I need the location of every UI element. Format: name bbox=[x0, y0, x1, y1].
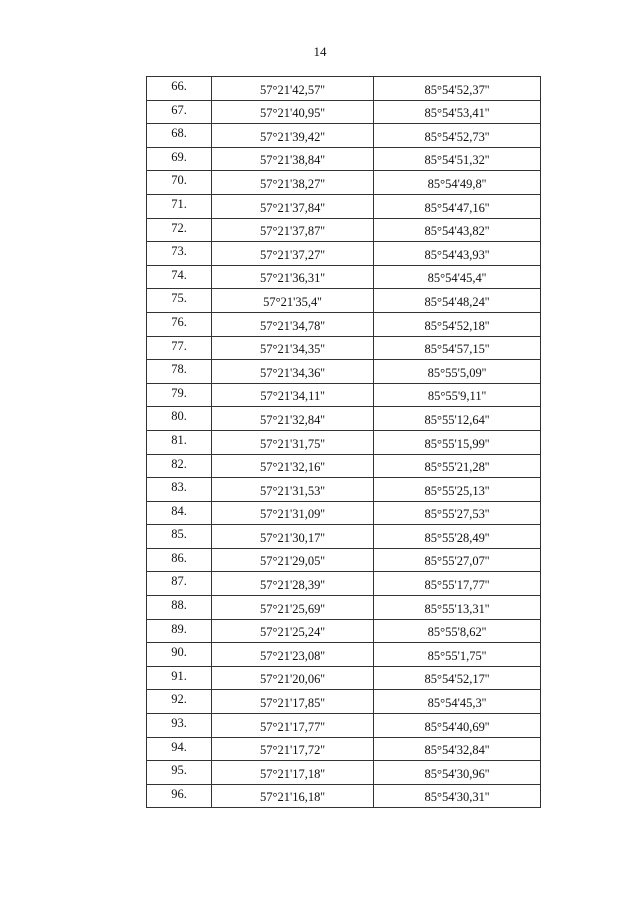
latitude-cell: 57°21'23,08'' bbox=[212, 643, 374, 667]
table-row bbox=[147, 454, 541, 478]
page-number: 14 bbox=[313, 44, 327, 59]
longitude-cell: 85°55'12,64'' bbox=[374, 407, 541, 431]
latitude-cell: 57°21'30,17'' bbox=[212, 525, 374, 549]
table-row bbox=[147, 548, 541, 572]
longitude-cell: 85°54'30,31'' bbox=[374, 784, 541, 808]
longitude-cell: 85°54'57,15'' bbox=[374, 336, 541, 360]
point-number-cell: 76. bbox=[147, 312, 212, 336]
point-number-cell: 68. bbox=[147, 124, 212, 148]
table-row bbox=[147, 336, 541, 360]
table-row bbox=[147, 714, 541, 738]
latitude-cell: 57°21'17,72'' bbox=[212, 737, 374, 761]
table-row bbox=[147, 761, 541, 785]
point-number-cell: 70. bbox=[147, 171, 212, 195]
latitude-cell: 57°21'39,42'' bbox=[212, 124, 374, 148]
latitude-cell: 57°21'31,75'' bbox=[212, 430, 374, 454]
point-number-cell: 72. bbox=[147, 218, 212, 242]
latitude-cell: 57°21'37,84'' bbox=[212, 194, 374, 218]
coordinates-table-body bbox=[147, 77, 541, 808]
point-number-cell: 69. bbox=[147, 147, 212, 171]
latitude-cell: 57°21'32,16'' bbox=[212, 454, 374, 478]
longitude-cell: 85°55'9,11'' bbox=[374, 383, 541, 407]
longitude-cell: 85°54'40,69'' bbox=[374, 714, 541, 738]
point-number-cell: 82. bbox=[147, 454, 212, 478]
longitude-cell: 85°54'30,96'' bbox=[374, 761, 541, 785]
longitude-cell: 85°54'47,16'' bbox=[374, 194, 541, 218]
point-number-cell: 95. bbox=[147, 761, 212, 785]
latitude-cell: 57°21'38,27'' bbox=[212, 171, 374, 195]
point-number-cell: 93. bbox=[147, 714, 212, 738]
point-number-cell: 85. bbox=[147, 525, 212, 549]
longitude-cell: 85°55'15,99'' bbox=[374, 430, 541, 454]
latitude-cell: 57°21'28,39'' bbox=[212, 572, 374, 596]
longitude-cell: 85°54'43,93'' bbox=[374, 242, 541, 266]
table-row bbox=[147, 312, 541, 336]
longitude-cell: 85°54'32,84'' bbox=[374, 737, 541, 761]
latitude-cell: 57°21'42,57'' bbox=[212, 77, 374, 101]
point-number-cell: 74. bbox=[147, 265, 212, 289]
latitude-cell: 57°21'29,05'' bbox=[212, 548, 374, 572]
table-row bbox=[147, 218, 541, 242]
longitude-cell: 85°55'1,75'' bbox=[374, 643, 541, 667]
point-number-cell: 88. bbox=[147, 596, 212, 620]
table-row bbox=[147, 289, 541, 313]
latitude-cell: 57°21'31,09'' bbox=[212, 501, 374, 525]
point-number-cell: 87. bbox=[147, 572, 212, 596]
longitude-cell: 85°54'49,8'' bbox=[374, 171, 541, 195]
longitude-cell: 85°54'52,73'' bbox=[374, 124, 541, 148]
point-number-cell: 80. bbox=[147, 407, 212, 431]
point-number-cell: 78. bbox=[147, 360, 212, 384]
table-row bbox=[147, 147, 541, 171]
latitude-cell: 57°21'16,18'' bbox=[212, 784, 374, 808]
table-row bbox=[147, 194, 541, 218]
point-number-cell: 73. bbox=[147, 242, 212, 266]
table-row bbox=[147, 407, 541, 431]
table-row bbox=[147, 784, 541, 808]
table-row bbox=[147, 525, 541, 549]
latitude-cell: 57°21'17,85'' bbox=[212, 690, 374, 714]
longitude-cell: 85°54'51,32'' bbox=[374, 147, 541, 171]
longitude-cell: 85°54'48,24'' bbox=[374, 289, 541, 313]
table-row bbox=[147, 478, 541, 502]
latitude-cell: 57°21'25,69'' bbox=[212, 596, 374, 620]
point-number-cell: 86. bbox=[147, 548, 212, 572]
point-number-cell: 71. bbox=[147, 194, 212, 218]
latitude-cell: 57°21'25,24'' bbox=[212, 619, 374, 643]
latitude-cell: 57°21'32,84'' bbox=[212, 407, 374, 431]
point-number-cell: 90. bbox=[147, 643, 212, 667]
latitude-cell: 57°21'37,27'' bbox=[212, 242, 374, 266]
table-row bbox=[147, 171, 541, 195]
table-row bbox=[147, 242, 541, 266]
point-number-cell: 67. bbox=[147, 100, 212, 124]
latitude-cell: 57°21'35,4'' bbox=[212, 289, 374, 313]
point-number-cell: 79. bbox=[147, 383, 212, 407]
table-row bbox=[147, 360, 541, 384]
point-number-cell: 66. bbox=[147, 77, 212, 101]
longitude-cell: 85°55'21,28'' bbox=[374, 454, 541, 478]
point-number-cell: 96. bbox=[147, 784, 212, 808]
latitude-cell: 57°21'34,78'' bbox=[212, 312, 374, 336]
longitude-cell: 85°55'5,09'' bbox=[374, 360, 541, 384]
table-row bbox=[147, 737, 541, 761]
point-number-cell: 83. bbox=[147, 478, 212, 502]
longitude-cell: 85°55'27,07'' bbox=[374, 548, 541, 572]
point-number-cell: 75. bbox=[147, 289, 212, 313]
longitude-cell: 85°54'52,18'' bbox=[374, 312, 541, 336]
longitude-cell: 85°55'25,13'' bbox=[374, 478, 541, 502]
latitude-cell: 57°21'34,36'' bbox=[212, 360, 374, 384]
longitude-cell: 85°54'53,41'' bbox=[374, 100, 541, 124]
point-number-cell: 91. bbox=[147, 666, 212, 690]
table-row bbox=[147, 643, 541, 667]
table-row bbox=[147, 383, 541, 407]
table-row bbox=[147, 100, 541, 124]
table-row bbox=[147, 77, 541, 101]
point-number-cell: 77. bbox=[147, 336, 212, 360]
longitude-cell: 85°54'45,4'' bbox=[374, 265, 541, 289]
table-row bbox=[147, 596, 541, 620]
table-row bbox=[147, 124, 541, 148]
latitude-cell: 57°21'17,18'' bbox=[212, 761, 374, 785]
table-row bbox=[147, 430, 541, 454]
point-number-cell: 94. bbox=[147, 737, 212, 761]
point-number-cell: 92. bbox=[147, 690, 212, 714]
longitude-cell: 85°55'13,31'' bbox=[374, 596, 541, 620]
latitude-cell: 57°21'38,84'' bbox=[212, 147, 374, 171]
table-row bbox=[147, 690, 541, 714]
latitude-cell: 57°21'36,31'' bbox=[212, 265, 374, 289]
longitude-cell: 85°54'45,3'' bbox=[374, 690, 541, 714]
longitude-cell: 85°55'27,53'' bbox=[374, 501, 541, 525]
latitude-cell: 57°21'34,35'' bbox=[212, 336, 374, 360]
table-row bbox=[147, 666, 541, 690]
latitude-cell: 57°21'34,11'' bbox=[212, 383, 374, 407]
longitude-cell: 85°54'52,37'' bbox=[374, 77, 541, 101]
table-row bbox=[147, 619, 541, 643]
point-number-cell: 89. bbox=[147, 619, 212, 643]
latitude-cell: 57°21'17,77'' bbox=[212, 714, 374, 738]
longitude-cell: 85°55'17,77'' bbox=[374, 572, 541, 596]
table-row bbox=[147, 572, 541, 596]
point-number-cell: 81. bbox=[147, 430, 212, 454]
point-number-cell: 84. bbox=[147, 501, 212, 525]
table-row bbox=[147, 501, 541, 525]
latitude-cell: 57°21'37,87'' bbox=[212, 218, 374, 242]
longitude-cell: 85°55'28,49'' bbox=[374, 525, 541, 549]
table-row bbox=[147, 265, 541, 289]
longitude-cell: 85°54'43,82'' bbox=[374, 218, 541, 242]
latitude-cell: 57°21'31,53'' bbox=[212, 478, 374, 502]
latitude-cell: 57°21'20,06'' bbox=[212, 666, 374, 690]
coordinates-table bbox=[146, 76, 541, 808]
longitude-cell: 85°54'52,17'' bbox=[374, 666, 541, 690]
longitude-cell: 85°55'8,62'' bbox=[374, 619, 541, 643]
latitude-cell: 57°21'40,95'' bbox=[212, 100, 374, 124]
